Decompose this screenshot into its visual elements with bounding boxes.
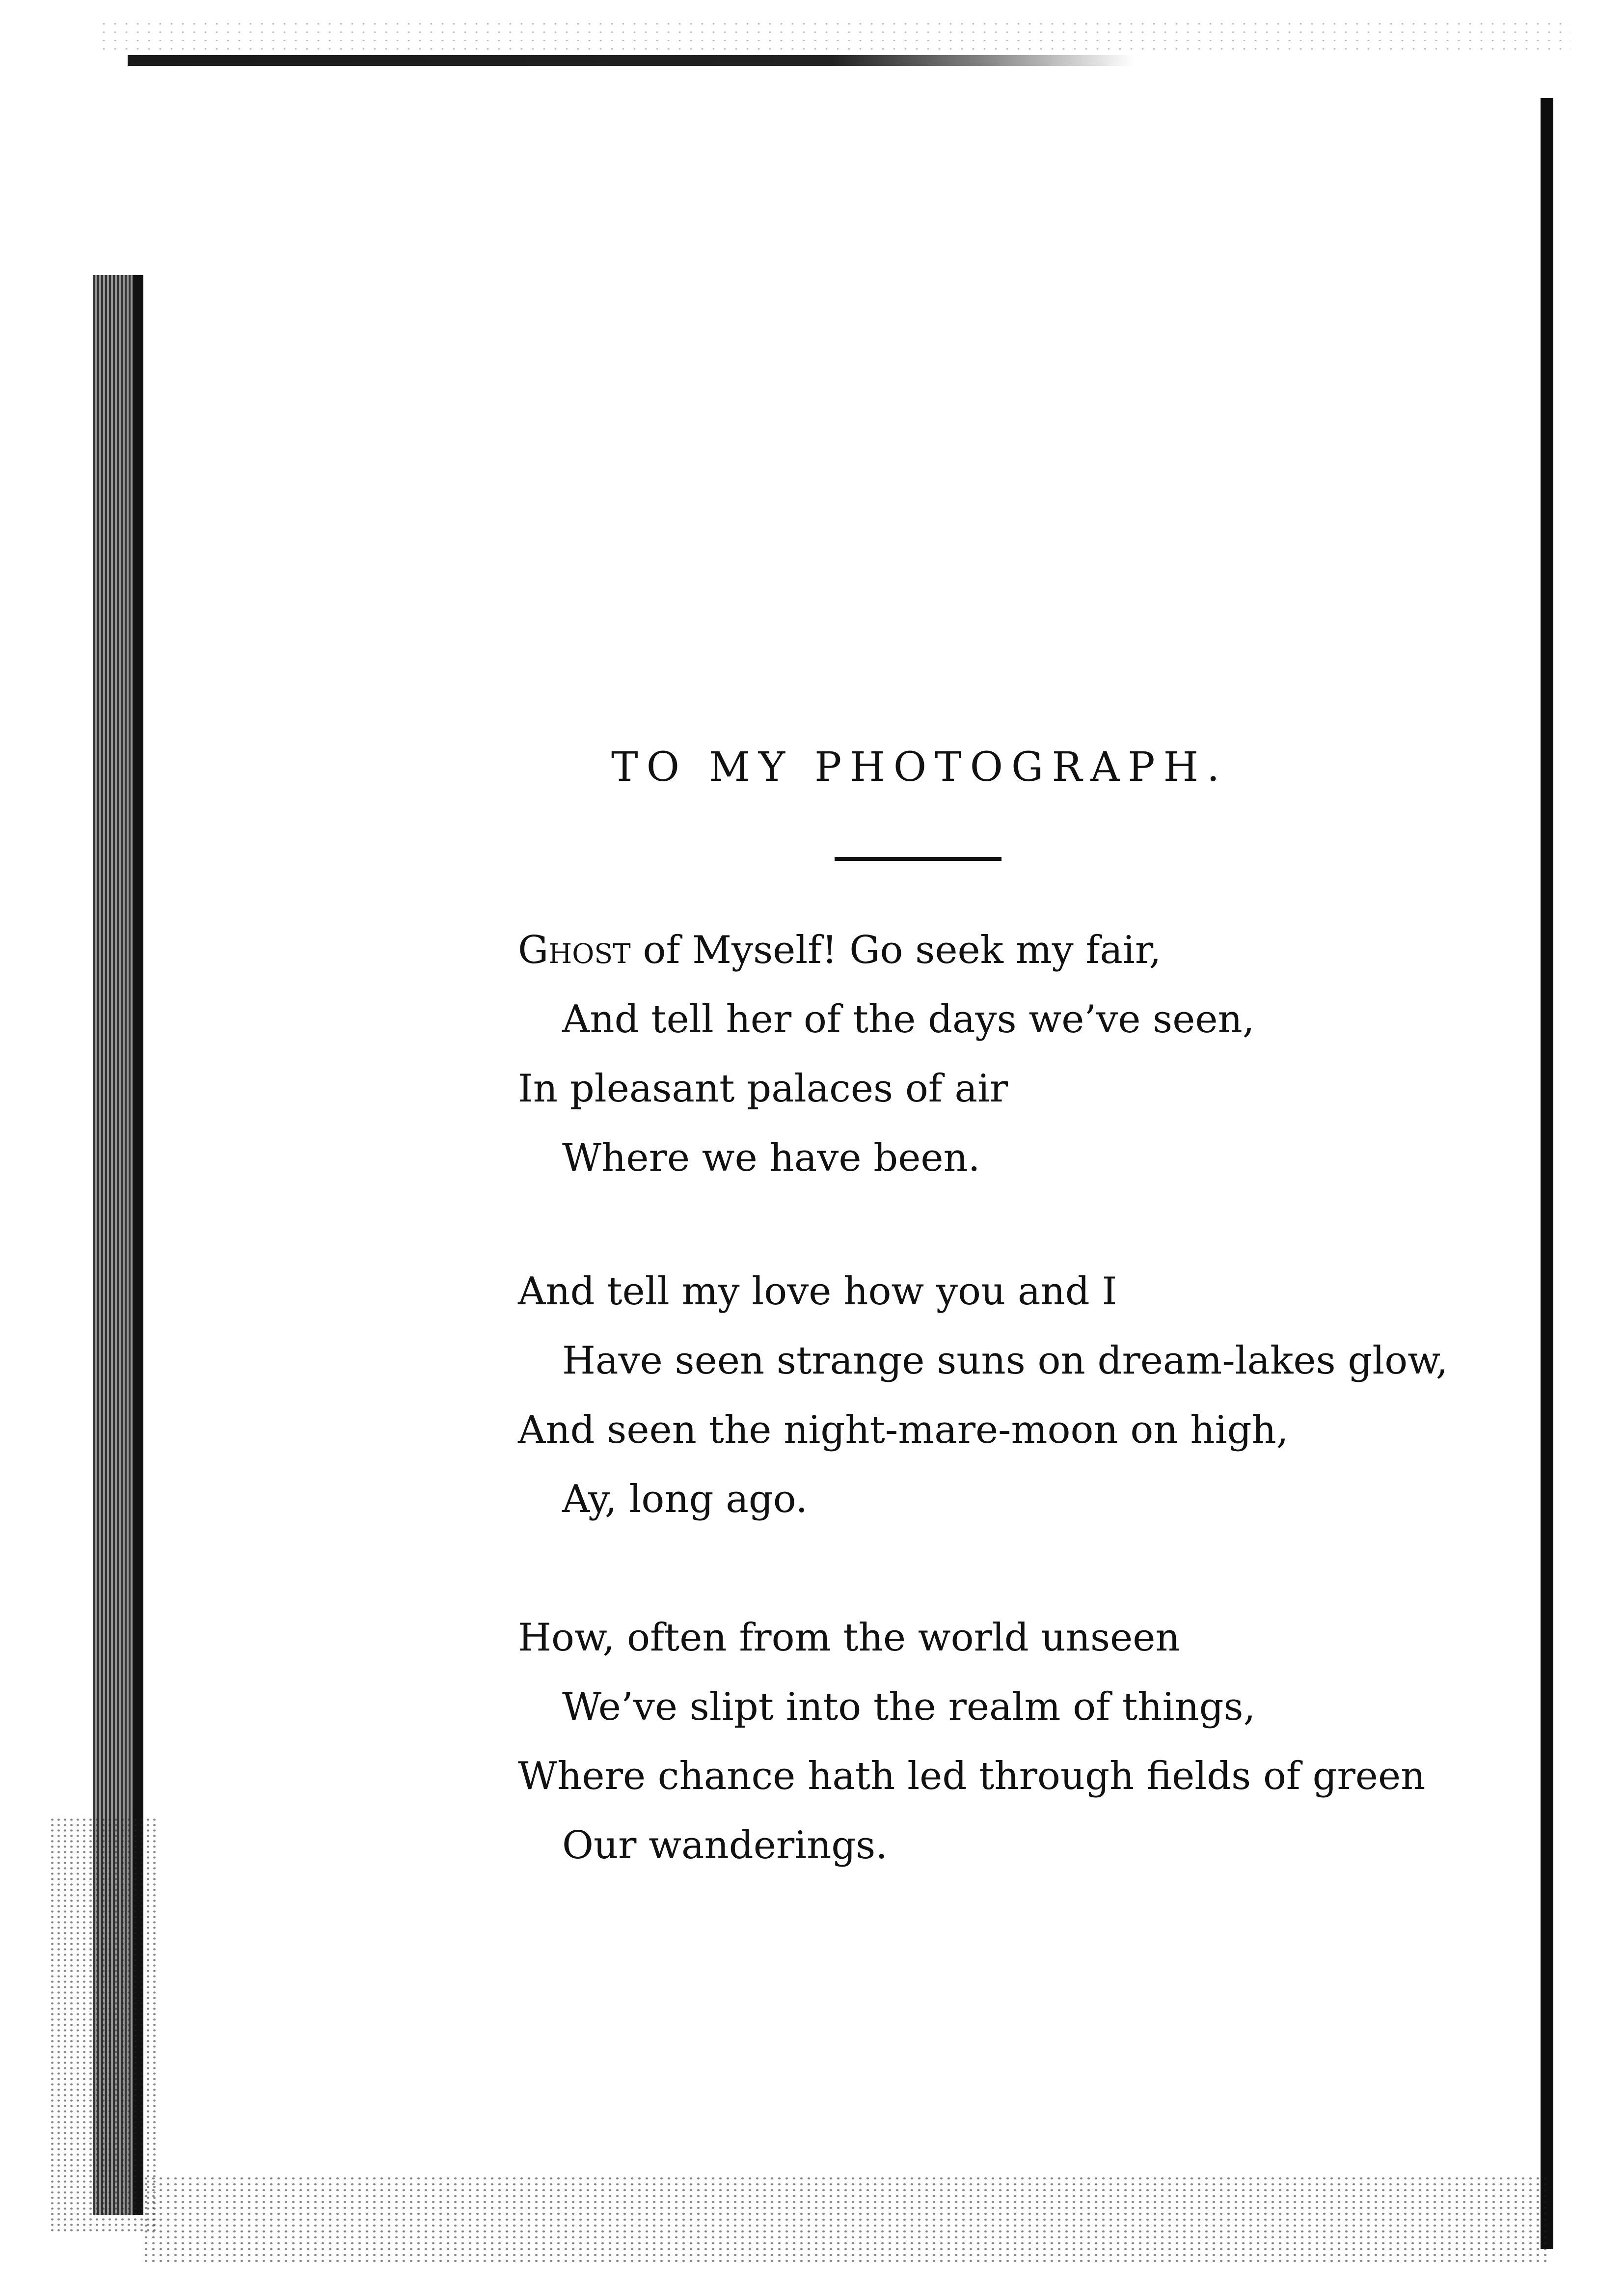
stanza-1 (518, 916, 1451, 1193)
poem-line: And tell her of the days we’ve seen, (562, 997, 1255, 1042)
stanza-2 (518, 1257, 1451, 1534)
title-divider (835, 857, 1001, 861)
poem-line: In pleasant palaces of air (518, 1067, 1008, 1111)
drop-word: Ghost (518, 928, 631, 972)
page-top-border (128, 55, 1134, 66)
poem-line: Our wanderings. (562, 1823, 888, 1868)
stanza-3 (518, 1603, 1451, 1880)
poem-line: Where chance hath led through fields of green (518, 1754, 1426, 1798)
poem-line (518, 916, 1451, 985)
line-text: of Myself! Go seek my fair, (630, 928, 1162, 972)
poem-line: And tell my love how you and I (518, 1269, 1117, 1314)
scan-speckle-top (98, 20, 1571, 54)
page-right-edge (1541, 98, 1553, 2249)
poem-title: TO MY PHOTOGRAPH. (611, 744, 1228, 791)
poem-line: Have seen strange suns on dream-lakes glow, (562, 1339, 1448, 1383)
scan-speckle-bottom (142, 2175, 1551, 2264)
poem-line: Where we have been. (562, 1136, 980, 1180)
poem-line: Ay, long ago. (562, 1477, 808, 1521)
poem-line: And seen the night-mare-moon on high, (518, 1408, 1289, 1452)
poem-line: We’ve slipt into the realm of things, (562, 1685, 1256, 1729)
scan-speckle-left (49, 1817, 157, 2234)
poem-line: How, often from the world unseen (518, 1616, 1180, 1660)
